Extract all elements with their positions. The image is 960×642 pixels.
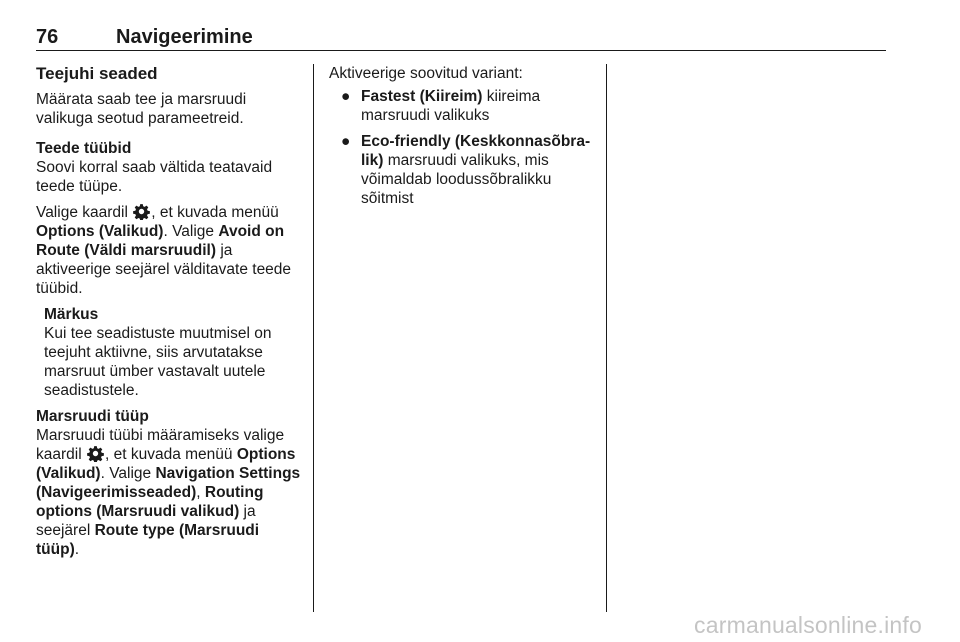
instruction-text: , et kuvada menüü [151,204,279,221]
list-item [341,87,591,125]
road-types-instructions [36,203,302,298]
watermark-text: carmanualsonline.info [694,612,922,638]
road-types-heading: Teede tüübid [36,140,132,157]
page-header [36,26,886,51]
options-label: Options (Valikud) [36,446,296,482]
comma: , [196,484,201,501]
section-title: Teejuhi seaded [36,64,158,83]
navigation-settings-label: Navigation Settings (Navigeerimisseaded) [36,465,301,501]
column-divider [313,64,314,612]
bullet-icon: ● [341,88,351,105]
list-item [341,132,591,208]
period: . [74,541,80,558]
intro-paragraph: Määrata saab tee ja marsruudi valikuga seotud parameetreid. [36,91,247,127]
route-type-heading: Marsruudi tüüp [36,408,149,425]
instruction-text: Valige kaardil [36,204,128,221]
note-text: Kui tee seadistuste muutmisel on teejuht aktiivne, siis arvutatakse marsruut ümber vastavalt uutele seadistustele. [44,325,272,399]
option-description: marsruudi valikuks, mis võimaldab loodussõbralikku sõitmist [361,152,552,207]
instruction-text: . Valige [100,465,152,482]
right-column [329,64,591,215]
instruction-text: . Valige [163,223,215,240]
route-options-list [329,87,591,208]
instruction-text: ja aktiveerige seejärel välditavate teede tüübid. [36,242,292,297]
avoid-on-route-label: Avoid on Route (Väldi marsruudil) [36,223,285,259]
gear-icon [133,203,150,220]
route-type-section [36,407,302,559]
option-description: kiireima marsruudi valikuks [361,88,541,124]
routing-options-label: Routing options (Marsruudi valikud) [36,484,264,520]
note-box [36,305,302,400]
bullet-icon: ● [341,133,351,150]
route-type-instructions [36,426,302,559]
option-label-fastest: Fastest (Kiireim) [361,88,483,105]
instruction-text: ja seejärel [36,503,256,539]
route-type-label: Route type (Marsruudi tüüp) [36,522,260,558]
gear-icon [87,445,104,462]
column-divider [606,64,607,612]
options-intro: Aktiveerige soovitud variant: [329,65,523,82]
chapter-title: Navigeerimine [116,26,253,48]
page-number: 76 [36,26,59,48]
road-types-section [36,139,302,298]
instruction-text: Marsruudi tüübi määramiseks valige kaardil [36,427,285,463]
options-label: Options (Valikud) [36,223,164,240]
road-types-text: Soovi korral saab vältida teatavaid teede tüüpe. [36,159,273,195]
instruction-text: , et kuvada menüü [104,446,233,463]
left-column [36,64,302,559]
note-heading: Märkus [44,306,99,323]
option-label-eco-friendly: Eco-friendly (Keskkonnasõbra-lik) [361,133,591,169]
